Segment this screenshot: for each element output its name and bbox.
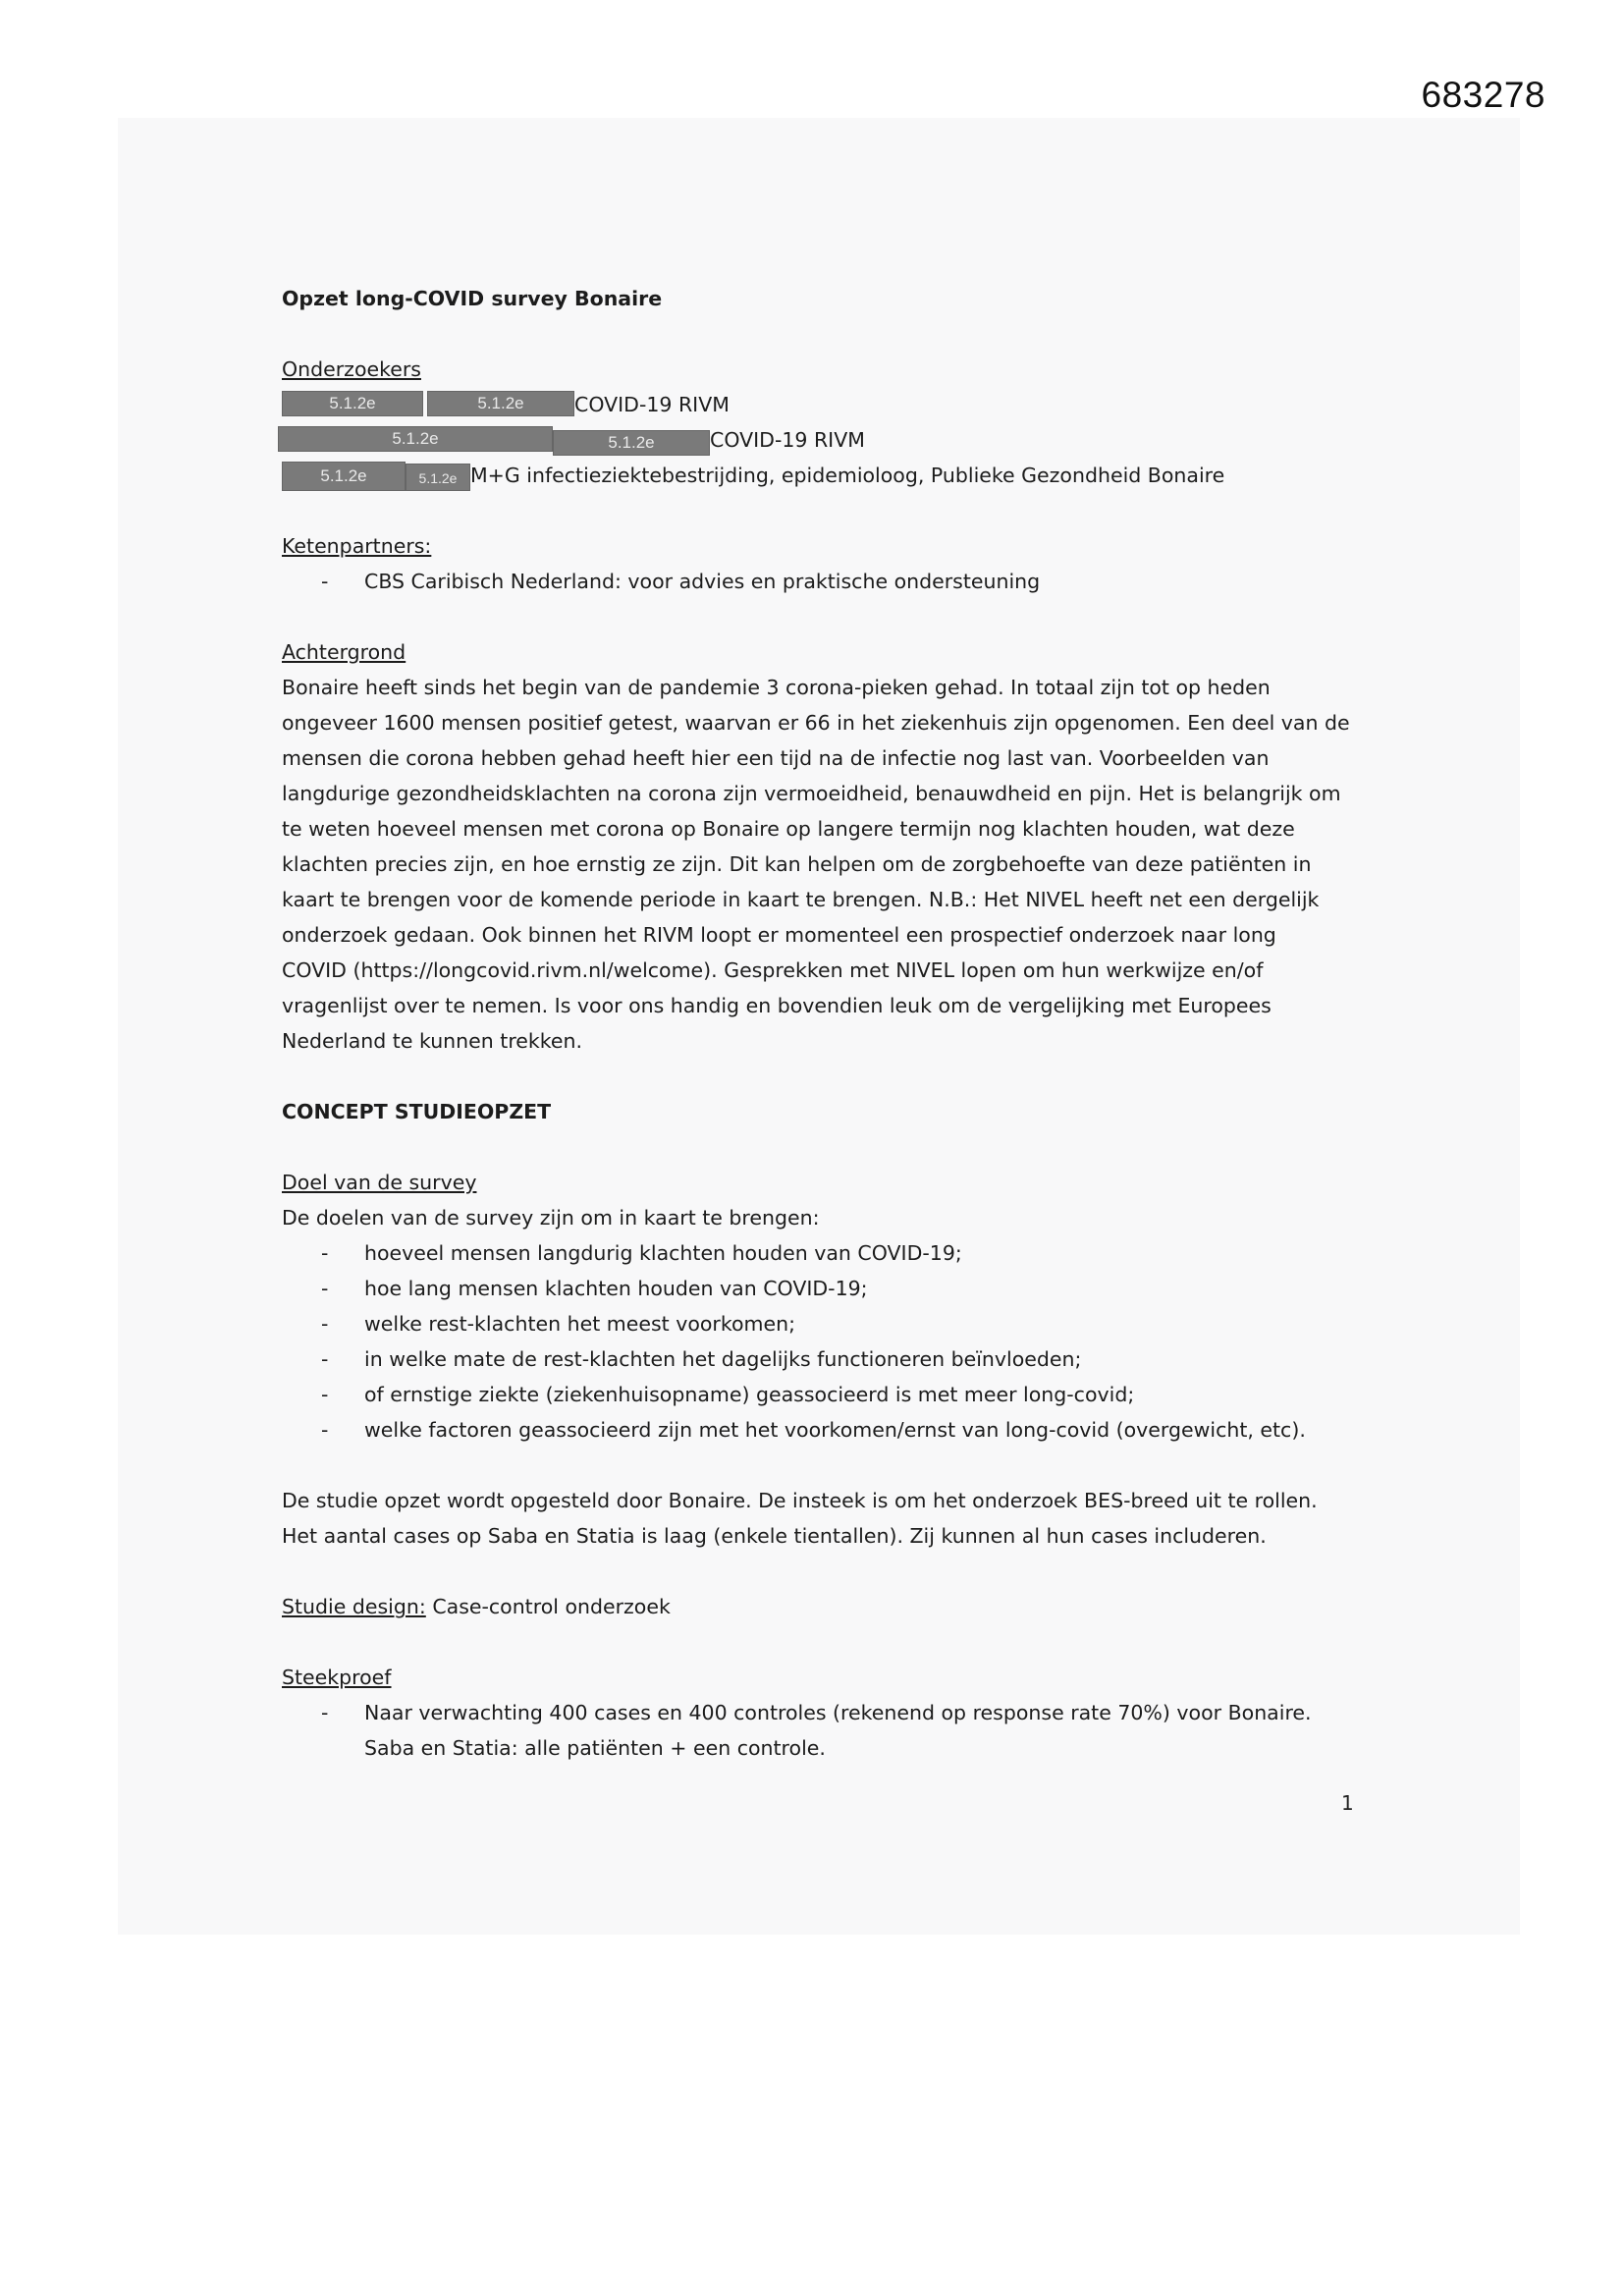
background-heading: Achtergrond [282, 640, 406, 664]
researcher-affiliation: M+G infectieziektebestrijding, epidemioloog, Publieke Gezondheid Bonaire [470, 464, 1225, 487]
text-line: te weten hoeveel mensen met corona op Bonaire op langere termijn nog klachten houden, wat deze [282, 817, 1295, 841]
list-item-text: Naar verwachting 400 cases en 400 controles (rekenend op response rate 70%) voor Bonaire. [364, 1701, 1312, 1724]
text-line: onderzoek gedaan. Ook binnen het RIVM loopt er momenteel een prospectief onderzoek naar long [282, 923, 1276, 947]
list-dash: - [321, 1241, 329, 1265]
researchers-heading: Onderzoekers [282, 357, 421, 381]
text-line: kaart te brengen voor de komende periode in kaart te brengen. N.B.: Het NIVEL heeft net een dergelijk [282, 888, 1320, 911]
list-item [282, 1412, 1362, 1448]
redaction-block: 5.1.2e [282, 391, 423, 416]
redaction-block: 5.1.2e [553, 430, 710, 456]
list-item [282, 1341, 1362, 1377]
researcher-row [282, 387, 1362, 422]
list-dash: - [321, 570, 329, 593]
spacer [282, 1129, 1362, 1165]
list-dash: - [321, 1701, 329, 1724]
goal-intro: De doelen van de survey zijn om in kaart te brengen: [282, 1206, 820, 1230]
text-line: Het aantal cases op Saba en Statia is laag (enkele tientallen). Zij kunnen al hun cases includeren. [282, 1524, 1267, 1548]
researcher-row [282, 422, 1362, 458]
list-item [282, 1695, 1362, 1766]
concept-heading: CONCEPT STUDIEOPZET [282, 1100, 552, 1123]
study-design [282, 1589, 1362, 1624]
list-dash: - [321, 1383, 329, 1406]
study-design-label: Studie design: [282, 1595, 426, 1618]
list-item [282, 1235, 1362, 1271]
list-item-text: of ernstige ziekte (ziekenhuisopname) geassocieerd is met meer long-covid; [364, 1383, 1135, 1406]
goal-list [282, 1235, 1362, 1448]
list-dash: - [321, 1312, 329, 1336]
document-title: Opzet long-COVID survey Bonaire [282, 287, 663, 310]
chain-partners-list [282, 564, 1362, 599]
list-item-text: hoe lang mensen klachten houden van COVID-19; [364, 1277, 868, 1300]
chain-partners-heading: Ketenpartners: [282, 534, 432, 558]
list-item [282, 1306, 1362, 1341]
list-item [282, 564, 1362, 599]
spacer [282, 599, 1362, 634]
page-number: 1 [1341, 1791, 1354, 1815]
sample-heading: Steekproef [282, 1666, 392, 1689]
text-line: Nederland te kunnen trekken. [282, 1029, 583, 1053]
list-dash: - [321, 1418, 329, 1442]
goal-heading: Doel van de survey [282, 1171, 477, 1194]
sample-list [282, 1695, 1362, 1766]
researcher-affiliation: COVID-19 RIVM [574, 393, 730, 416]
list-item-text: welke factoren geassocieerd zijn met het voorkomen/ernst van long-covid (overgewicht, etc). [364, 1418, 1306, 1442]
text-line: Bonaire heeft sinds het begin van de pandemie 3 corona-pieken gehad. In totaal zijn tot op heden [282, 676, 1271, 699]
redaction-block: 5.1.2e [278, 426, 553, 452]
study-note-paragraph [282, 1483, 1362, 1554]
redaction-block: 5.1.2e [406, 464, 470, 491]
text-line: ongeveer 1600 mensen positief getest, waarvan er 66 in het ziekenhuis zijn opgenomen. Een deel van de [282, 711, 1350, 735]
spacer [282, 493, 1362, 528]
list-item [282, 1377, 1362, 1412]
list-item-text: Saba en Statia: alle patiënten + een controle. [364, 1736, 826, 1760]
spacer [282, 316, 1362, 352]
text-line: COVID (https://longcovid.rivm.nl/welcome). Gesprekken met NIVEL lopen om hun werkwijze en/of [282, 958, 1264, 982]
text-line: klachten precies zijn, en hoe ernstig ze zijn. Dit kan helpen om de zorgbehoefte van deze patiënten in [282, 852, 1312, 876]
list-item-text: CBS Caribisch Nederland: voor advies en praktische ondersteuning [364, 570, 1041, 593]
researcher-row [282, 458, 1362, 493]
text-line: vragenlijst over te nemen. Is voor ons handig en bovendien leuk om de vergelijking met Europees [282, 994, 1272, 1017]
list-item [282, 1271, 1362, 1306]
document-body [282, 281, 1362, 1766]
researcher-affiliation: COVID-19 RIVM [710, 428, 865, 452]
list-item-text: hoeveel mensen langdurig klachten houden van COVID-19; [364, 1241, 962, 1265]
text-line: mensen die corona hebben gehad heeft hier een tijd na de infectie nog last van. Voorbeelden van [282, 746, 1270, 770]
text-line: langdurige gezondheidsklachten na corona zijn vermoeidheid, benauwdheid en pijn. Het is belangrijk om [282, 782, 1341, 805]
list-dash: - [321, 1347, 329, 1371]
text-line: De studie opzet wordt opgesteld door Bonaire. De insteek is om het onderzoek BES-breed uit te rollen. [282, 1489, 1318, 1512]
list-item-text: in welke mate de rest-klachten het dagelijks functioneren beïnvloeden; [364, 1347, 1082, 1371]
background-paragraph [282, 670, 1362, 1059]
spacer [282, 1554, 1362, 1589]
spacer [282, 1059, 1362, 1094]
spacer [282, 1624, 1362, 1660]
redaction-block: 5.1.2e [282, 462, 406, 491]
study-design-value: Case-control onderzoek [425, 1595, 671, 1618]
document-number: 683278 [1421, 75, 1545, 115]
redaction-block: 5.1.2e [427, 391, 574, 416]
list-item-text: welke rest-klachten het meest voorkomen; [364, 1312, 795, 1336]
spacer [282, 1448, 1362, 1483]
list-dash: - [321, 1277, 329, 1300]
